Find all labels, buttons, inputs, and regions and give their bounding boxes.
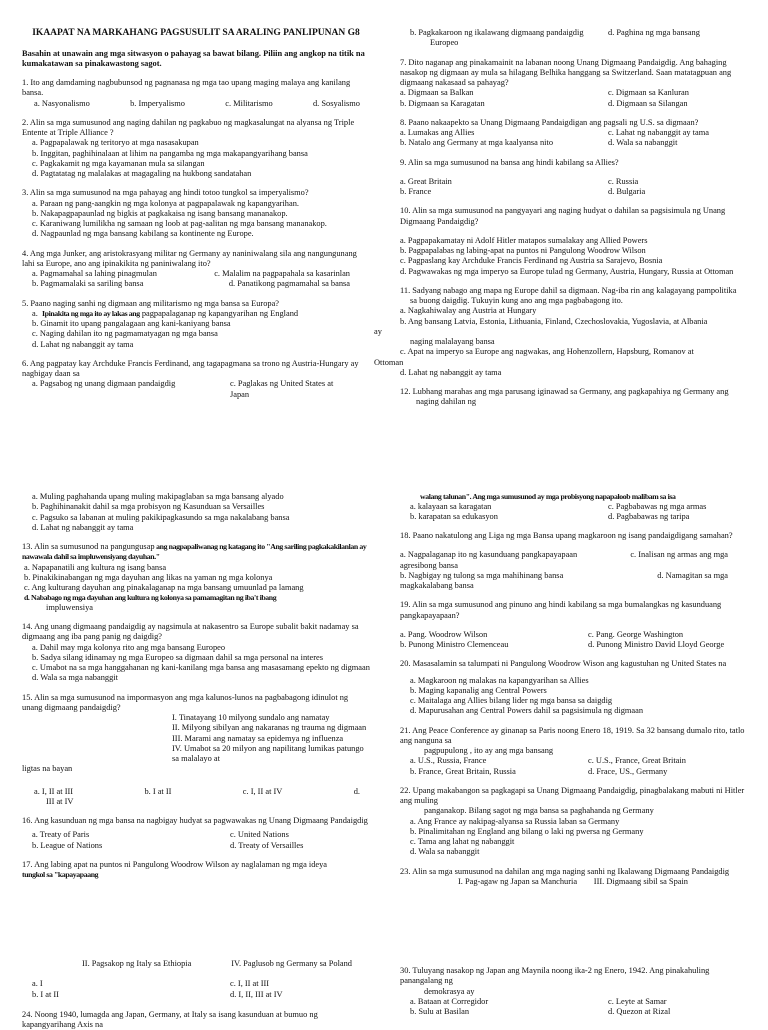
question-text: 15. Alin sa mga sumusunod na impormasyon ang mga kalunos-lunos na pagbabagong idinulot ng unang digmaang pandaigdig? [22,692,349,712]
question-text-continued: kapangyarihang Axis na [22,1020,103,1029]
option-a: a. Pagmamahal sa lahing pinagmulan [32,269,157,279]
option-d: d. Mapurusahan ang Central Powers dahil sa pagsisimula ng digmaan [410,706,644,716]
item-ii: II. Milyong sibilyan ang nakaranas ng trauma ng digmaan [172,723,367,733]
option-c: c. Russia [608,176,639,186]
option-c: c. Leyte at Samar [608,996,667,1006]
question-3 [22,188,370,239]
question-text-start: 13. Alin sa sumusunod na pangungusap [22,542,155,551]
question-text: 2. Alin sa mga sumusunod ang naging dahilan ng pagkabuo ng magkasalungat na alyansa ng Triple Entente at Triple Alliance ? [22,117,355,138]
question-17 [22,860,370,880]
option-d: d. Lahat ng nabanggit ay tama [32,339,134,349]
question-5 [22,299,370,350]
question-2 [22,118,370,180]
option-b: b. Pinakikinabangan ng mga dayuhan ang likas na yaman ng mga kolonya [24,572,273,582]
option-a: a. kalayaan sa karagatan [410,501,492,511]
option-c: c. Tama ang lahat ng nabanggit [410,837,515,846]
option-b: b. Pagpapalabas ng labing-apat na puntos ni Pangulong Woodrow Wilson [400,246,646,255]
option-c: c. Inalisan ng armas ang mga [630,550,728,560]
option-b-continued: magkakalabang bansa [400,581,474,590]
question-24 [22,1010,370,1030]
question-text: 4. Ang mga Junker, ang aristokrasyang militar ng Germany ay naniniwalang sila ang nangungunang lahi sa Europe, ano ang ipinakikita ng paniniwalang ito? [22,248,357,268]
option-b: b. Nakapagpapaunlad ng bigkis at pagkakaisa ng isang bansang mananakop. [32,208,288,218]
option-a: a. Bataan at Corregidor [410,996,489,1006]
question-1 [22,78,370,109]
option-c: c. Naging dahilan ito ng pagmamatyagan ng mga bansa [32,329,218,339]
question-17-continued [400,492,748,522]
question-8 [400,118,748,149]
question-text-bold: tungkol sa "kapayapaang [22,870,99,879]
top-left-block [22,28,370,409]
question-12-options [22,492,370,533]
option-a: a. Ipinakita ng mga ito ay lakas ang pagpapalaganap ng kapangyarihan ng England [32,308,299,318]
option-a: a. Great Britain [400,176,452,186]
option-b: b. Ang bansang Latvia, Estonia, Lithuania, Finland, Czechoslovakia, Yugoslavia, at Albania [400,316,708,326]
question-10 [400,206,748,277]
instructions: Basahin at unawain ang mga sitwasyon o pahayag sa bawat bilang. Piliin ang angkop na titik na kumakatawan sa pinakawastong sagot. [22,48,365,68]
question-12 [400,387,748,408]
question-text: 16. Ang kasunduan ng mga bansa na nagbigay hudyat sa pagwawakas ng Unang Digmaang Pandaigdig [22,816,368,825]
option-b: b. Sulu at Basilan [410,1007,470,1016]
top-right-block [374,28,748,417]
question-22 [400,786,748,858]
item-iv: IV. Umabot sa 20 milyon ang napilitang lumikas patungo sa malalayo at [172,743,364,763]
option-c: c. Lahat ng nabanggit ay tama [608,128,709,137]
question-text: 22. Upang makabangon sa pagkagapi sa Unang Digmaang Pandaigdig, pinagbalakang mabuti ni Hitler ang muling [400,785,745,805]
option-a: a. Nagpalaganap ito ng kasunduang pangkapayapaan [400,550,578,560]
option-a: a. I [32,979,43,989]
option-b: b. France, Great Britain, Russia [410,766,516,776]
option-b: b. Pagkakaroon ng ikalawang digmaang pandaigdig [410,28,584,37]
question-20 [400,659,748,716]
option-d: d. Wala sa nabanggit [410,847,480,857]
option-b: b. Pagmamalaki sa sariling bansa [32,279,144,289]
option-d: d. Sosyalismo [312,98,360,108]
option-b: b. Ginamit ito upang pangalagaan ang kani-kaniyang bansa [32,319,231,329]
option-c: c. Pagbabawas ng mga armas [608,501,707,511]
option-b: b. Nagbigay ng tulong sa mga mahihinang bansa [400,570,564,580]
question-text-bold: walang talunan". Ang mga sumusunod ay mga probisyong napapaloob malibam sa isa [420,492,676,501]
item-ii: II. Pagsakop ng Italy sa Ethiopia [82,959,192,968]
option-b: b. Sadya silang idinamay ng mga Europeo sa digmaan dahil sa mga personal na interes [32,652,323,662]
option-c: c. Ang kulturang dayuhan ang pinakalaganap na mga bansang umuunlad pa lamang [24,583,304,592]
question-text: 17. Ang labing apat na puntos ni Pangulong Woodrow Wilson ay naglalaman ng mga ideya [22,859,328,869]
question-text: 10. Alin sa mga sumusunod na pangyayari ang naging hudyat o dahilan sa pagsisimula ng Unang Digmaang Pandaigdig? [400,206,726,226]
question-18 [400,531,748,591]
option-a: a. Ang France ay nakipag-alyansa sa Russia laban sa Germany [410,816,620,826]
option-b: b. Punong Ministro Clemenceau [400,640,509,649]
question-30 [400,966,748,1017]
item-i: I. Tinatayang 10 milyong sundalo ang namatay [172,713,330,722]
question-text: 3. Alin sa mga sumusunod na mga pahayag ang hindi totoo tungkol sa imperyalismo? [22,188,309,198]
option-b: b. Paghihinanakit dahil sa mga probisyon ng Kasunduan sa Versailles [32,502,265,512]
question-9 [400,158,748,198]
option-b-ay: ay [374,326,382,336]
option-d-continued: III at IV [46,796,74,806]
question-23 [400,867,748,888]
option-c: c. I, II at IV [242,786,283,796]
option-d: d. Pagwawakas ng mga imperyo sa Europe tulad ng Germany, Austria, Hungary, Russia at Ottoman [400,266,734,276]
option-d: d. Namagitan sa mga [657,570,728,580]
option-d: d. Wala sa nabanggit [608,138,678,148]
option-d: d. Bulgaria [608,187,646,196]
option-a: a. U.S., Russia, France [410,756,487,766]
option-b: b. Imperyalismo [130,98,185,108]
item-iii: III. Digmaang sibil sa Spain [593,876,688,886]
question-6-continued [400,28,748,49]
option-a: a. Paraan ng pang-aangkin ng mga kolonya at pagpapalawak ng kapangyarihan. [32,198,299,208]
option-d: d. Digmaan sa Silangan [608,98,688,108]
question-text-continued: pagpupulong , ito ay ang mga bansang [424,746,554,755]
option-d: d. [353,786,360,796]
option-c: c. Apat na imperyo sa Europe ang nagwakas, ang Hohenzollern, Hapsburg, Romanov at [400,347,694,357]
question-text: 21. Ang Peace Conference ay ginanap sa Paris noong Enero 18, 1919. Sa 32 bansang dumalo rito, tatlo ang nanguna sa [400,725,745,745]
option-c: c. Paglakas ng United States at Japan [230,379,334,399]
question-text: 1. Ito ang damdaming nagbubunsod ng pagnanasa ng mga tao upang maging malaya ang kanilang bansa. [22,78,351,98]
option-d: d. Nababago ng mga dayuhan ang kultura ng kolonya sa pamamagitan ng iba't ibang [24,593,277,603]
option-a: a. Pagpapakamatay ni Adolf Hitler matapos sumalakay ang Allied Powers [400,235,648,245]
option-a: a. Muling paghahanda upang muling makipaglaban sa mga bansang alyado [32,492,284,501]
question-text: 7. Dito naganap ang pinakamainit na labanan noong Unang Digmaang Pandaigdig. Ang bahaging nasakop ng digmaan ay mula sa hilagang Belhika hanggang sa Switzerland. Saan matatagpuan ang digmaang nakasaad sa pahayag? [400,57,732,87]
option-a: a. Pang. Woodrow Wilson [400,629,488,639]
option-c: c. U.S., France, Great Britain [588,756,686,766]
option-b: b. I at II [32,989,59,999]
question-text: 8. Paano nakaapekto sa Unang Digmaang Pandaigdigan ang pagsali ng U.S. sa digmaan? [400,117,699,127]
option-b: b. Natalo ang Germany at mga kaalyansa nito [400,138,554,148]
option-d: d. Pagbabawas ng taripa [608,511,690,521]
option-d: d. Lahat ng nabanggit ay tama [400,367,502,377]
option-d: d. I, II, III at IV [230,989,283,999]
option-d: d. Quezon at Rizal [608,1007,671,1016]
option-a: a. Pagpapalawak ng teritoryo at mga nasasakupan [32,138,199,148]
option-a: a. Nagkahiwalay ang Austria at Hungary [400,306,537,316]
item-iii: III. Marami ang namatay sa epidemya ng influenza [172,733,344,743]
question-text [22,542,370,563]
option-b: b. Inggitan, paghihinalaan at lihim na pangamba ng mga makapangyarihang bansa [32,148,308,158]
option-d: d. Paghina ng mga bansang [608,28,700,37]
question-text: 9. Alin sa mga sumusunod na bansa ang hindi kabilang sa Allies? [400,157,619,167]
question-text: 12. Lubhang marahas ang mga parusang iginawad sa Germany, ang pagkapahiya ng Germany ang [400,387,729,396]
option-b: b. League of Nations [32,840,103,850]
option-b: b. I at II [144,786,172,796]
option-c: c. Digmaan sa Kanluran [608,88,689,98]
option-d: d. Wala sa mga nabanggit [32,673,118,683]
option-c-continued: Ottoman [374,357,404,367]
option-a-continued: agresibong bansa [400,560,458,570]
question-text: 6. Ang pagpatay kay Archduke Francis Ferdinand, ang tagapagmana sa trono ng Austria-Hungary ay nagbigay daan sa [22,358,359,379]
question-15 [22,693,370,808]
question-11 [374,285,748,378]
item-i: I. Pag-agaw ng Japan sa Manchuria [458,876,578,886]
option-b-continued: naging malalayang bansa [410,337,495,346]
option-a-rest: pagpapalaganap ng kapangyarihan ng England [139,308,299,318]
question-text: 24. Noong 1940, lumagda ang Japan, Germany, at Italy sa isang kasunduan at bumuo ng [22,1009,318,1019]
option-d: d. Frace, US., Germany [588,766,668,776]
option-d: d. Lahat ng nabanggit ay tama [32,522,134,532]
option-a-bold: Ipinakita ng mga ito ay lakas ang [42,308,140,318]
option-a: a. Treaty of Paris [32,830,90,840]
option-d: d. Panatikong pagmamahal sa bansa [228,279,350,289]
question-19 [400,600,748,650]
question-6 [22,359,370,400]
option-d-continued: Europeo [430,38,459,48]
option-a: a. Lumakas ang Allies [400,128,475,137]
question-21 [400,726,748,777]
option-a: a. Digmaan sa Balkan [400,88,474,98]
option-c: c. Pagkakamit ng mga kayamanan mula sa silangan [32,158,205,168]
question-4 [22,249,370,290]
option-c: c. Pagsuko sa labanan at muling pakikipagkasundo sa mga nakalabang bansa [32,512,290,522]
question-text: 11. Sadyang nabago ang mapa ng Europe dahil sa digmaan. Nag-iba rin ang kalagayang pampolitika [400,285,737,295]
option-c: c. Maitalaga ang Allies bilang lider ng mga bansa sa daigdig [410,696,613,705]
option-c: c. Umabot na sa mga hanggahanan ng kani-kanilang mga bansa ang masasamang epekto ng digmaan [32,663,370,672]
option-c: c. Pang. George Washington [588,629,684,639]
question-text: 20. Masasalamin sa talumpati ni Pangulong Woodrow Wison ang kagustuhan ng United States na [400,659,727,669]
option-c: c. Karaniwang lumilikha ng samaan ng loob at pag-aalitan ng mga bansang mananakop. [32,219,327,229]
option-d: d. Pagtatatag ng malalakas at magagaling na hukbong sandatahan [32,169,252,179]
option-c: c. Malalim na pagpapahala sa kasarinlan [214,269,350,279]
bottom-right-block-2 [400,966,748,1017]
option-a: a. I, II at III [34,786,74,796]
question-7 [400,58,748,109]
option-b: b. Digmaan sa Karagatan [400,98,485,108]
question-14 [22,622,370,684]
question-text: 5. Paano naging sanhi ng digmaan ang militarismo ng mga bansa sa Europa? [22,298,280,308]
option-a: a. Napapanatili ang kultura ng isang bansa [24,562,167,572]
question-text-continued: sa buong daigdig. Tukuyin kung ano ang mga pagbabagong ito. [410,296,623,305]
option-c: c. Pagpaslang kay Archduke Francis Ferdinand ng Austria sa Sarajevo, Bosnia [400,256,663,266]
option-b: b. Pinalimitahan ng England ang bilang o laki ng pwersa ng Germany [410,826,644,836]
question-text-continued: naging dahilan ng [416,397,477,407]
bottom-right-block [400,492,748,896]
question-16 [22,816,370,851]
item-iv: IV. Paglusob ng Germany sa Poland [231,959,352,968]
option-a: a. Nasyonalismo [34,98,90,108]
option-a: a. Magkaroon ng malakas na kapangyarihan sa Allies [410,675,589,685]
option-a: a. Dahil may mga kolonya rito ang mga bansang Europeo [32,642,226,652]
option-d: d. Punong Ministro David Lloyd George [588,640,725,649]
option-a: a. Pagsabog ng unang digmaan pandaigdig [32,379,176,389]
question-text: 30. Tuluyang nasakop ng Japan ang Maynila noong ika-2 ng Enero, 1942. Ang pinakahuling panangalang ng [400,966,710,986]
option-c: c. I, II at III [230,979,270,989]
option-d-continued: impluwensiya [46,602,93,612]
bottom-left-block [22,492,370,889]
question-text: 23. Alin sa mga sumusunod na dahilan ang mga naging sanhi ng Ikalawang Digmaang Pandaigdig [400,866,730,876]
option-c: c. United Nations [230,830,289,840]
exam-title: IKAAPAT NA MARKAHANG PAGSUSULIT SA ARALING PANLIPUNAN G8 [32,28,360,38]
option-c: c. Militarismo [225,98,273,108]
question-text: 18. Paano nakatulong ang Liga ng mga Bansa upang magkaroon ng isang pandaigdigang samahan? [400,531,733,540]
question-13 [22,542,370,613]
option-d: d. Treaty of Versailles [230,840,304,850]
question-text-continued: panganakop. Bilang sagot ng mga bansa sa paghahanda ng Germany [424,806,654,816]
question-text-bold: ang nagpapaliwanag ng katagang ito "Ang sariling pagkakakilanlan ay nawawala dahil sa impluwensiyang dayuhan." [22,542,367,562]
item-iv-continued: ligtas na bayan [22,764,73,774]
option-b: b. karapatan sa edukasyon [410,511,498,521]
bottom-left-block-2 [22,959,370,1030]
question-text: 19. Alin sa mga sumusunod ang pinuno ang hindi kabilang sa mga bumalangkas ng kasunduang pangkapayapaan? [400,600,722,620]
question-text-continued: demokrasya ay [424,986,475,996]
question-text: 14. Ang unang digmaang pandaigdig ay nagsimula at nakasentro sa Europe subalit bakit nadamay sa digmaang ang iba pang panig ng daigdig? [22,622,359,642]
option-b: b. Maging kapanalig ang Central Powers [410,685,547,695]
option-b: b. France [400,187,432,196]
option-d: d. Nagpaunlad ng mga bansang kabilang sa kontinente ng Europe. [32,229,254,239]
